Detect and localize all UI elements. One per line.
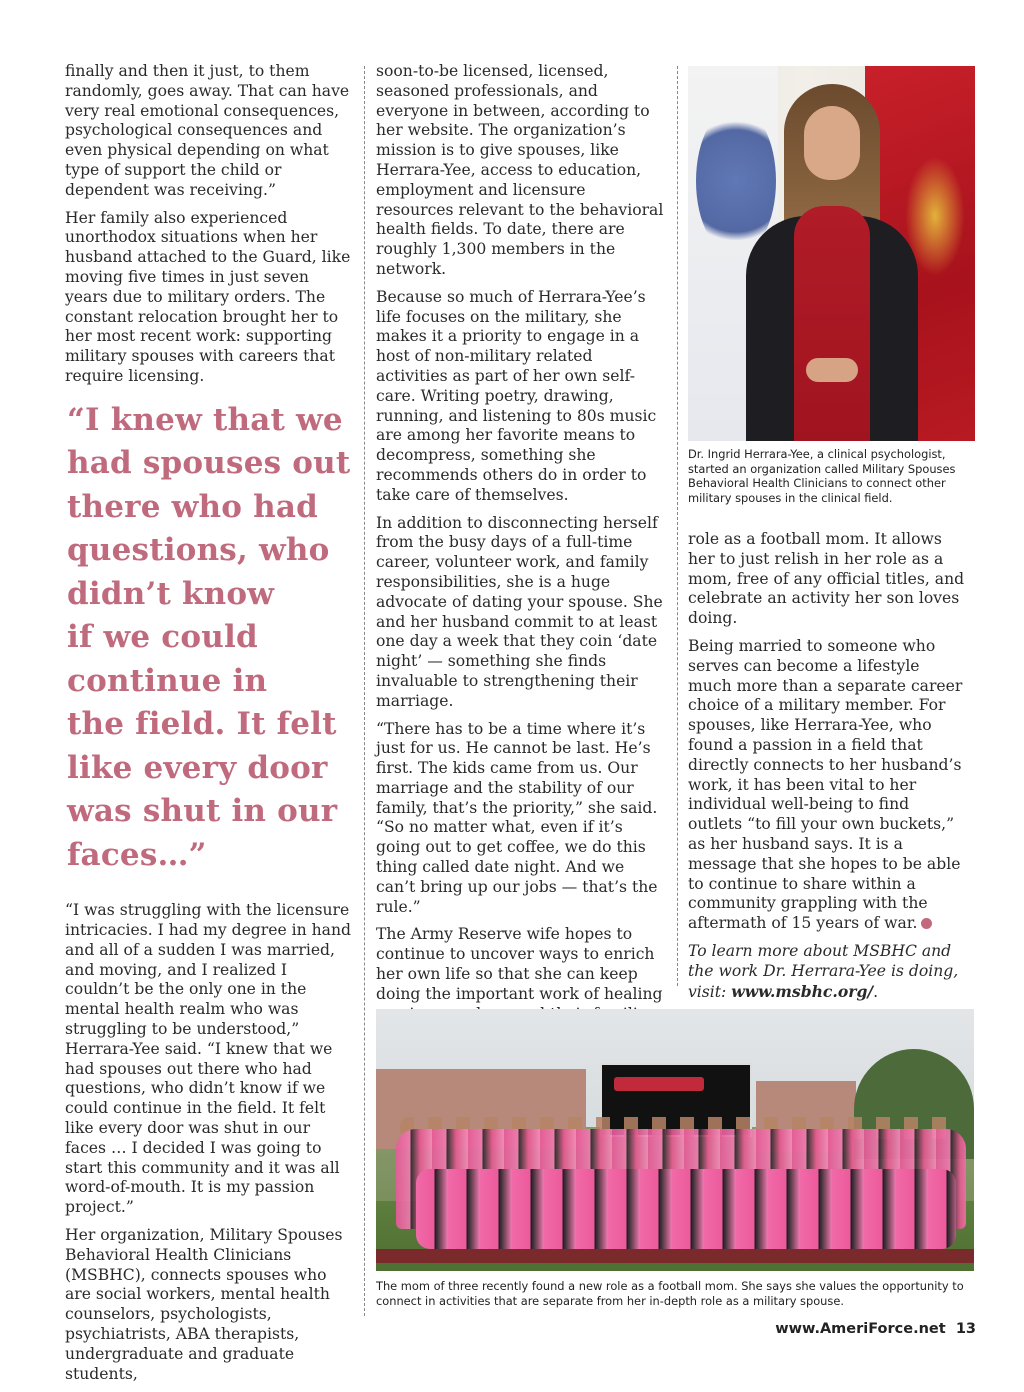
pull-quote-line: “I knew that we xyxy=(67,401,343,438)
article-column-2 xyxy=(376,62,665,1052)
field-stripe xyxy=(376,1249,974,1263)
paragraph: Because so much of Herrara-Yee’s life focuses on the military, she makes it a priority to engage in a host of non-military related activities as part of her own self-care. Writing poetry, drawing, running, and listening to 80s music are among her favorite means to decompress, something she recommends others do in order to take care of themselves. xyxy=(376,287,657,504)
closing-note-end: . xyxy=(873,982,879,1001)
pull-quote-line: didn’t know xyxy=(67,575,275,612)
article-column-1 xyxy=(65,62,355,1392)
website-link[interactable]: www.msbhc.org/ xyxy=(731,981,874,1001)
pull-quote xyxy=(67,399,355,878)
portrait-face xyxy=(804,106,860,180)
paragraph: finally and then it just, to them randomly, goes away. That can have very real emotional consequences, psychological consequences and even physical depending on what type of support the child or dependent was receiving.” xyxy=(65,62,350,199)
paragraph: The Army Reserve wife hopes to continue to uncover ways to enrich her own life so that she can keep doing the important work of healing xyxy=(376,925,663,1003)
pull-quote-line: if we could xyxy=(67,619,258,656)
paragraph-text: Being married to someone who serves can become a lifestyle much more than a separate career choice of a military member. For spouses, like Herrara-Yee, who found a passion in a field that directly connects to her husband’s work, it has been vital to her individual well-being to find outlets “to fill your own buckets,” as her husband says. It is a message that she hopes to be able to continue to share within a community grappling with the aftermath of 15 years of war. xyxy=(688,636,963,933)
team-caption: The mom of three recently found a new role as a football mom. She says she values the opportunity to connect in activities that are separate from her in-depth role as a military spouse. xyxy=(376,1279,964,1308)
pull-quote-line: was shut in our xyxy=(67,793,338,830)
pull-quote-line: the field. It felt xyxy=(67,706,337,743)
team-photo xyxy=(376,1009,974,1271)
footer-site: www.AmeriForce.net xyxy=(775,1321,946,1337)
end-mark-icon xyxy=(921,918,932,929)
portrait-photo xyxy=(688,66,975,441)
pull-quote-line: continue in xyxy=(67,662,268,699)
pull-quote-line: had spouses out xyxy=(67,445,351,482)
pull-quote-line: questions, who xyxy=(67,532,330,569)
paragraph: Her organization, Military Spouses Behavioral Health Clinicians (MSBHC), connects spouses who are social workers, mental health counselors, psychologists, psychiatrists, ABA therapists, undergraduate and graduate students, xyxy=(65,1226,343,1383)
portrait-caption: Dr. Ingrid Herrara-Yee, a clinical psychologist, started an organization called Military Spouses Behavioral Health Clinicians to connect other military spouses in the clinical field. xyxy=(688,447,956,505)
paragraph: role as a football mom. It allows her to just relish in her role as a mom, free of any official titles, and celebrate an activity her son loves doing. xyxy=(688,530,965,628)
page-number: 13 xyxy=(955,1321,976,1337)
portrait-hands xyxy=(806,358,858,382)
page-footer xyxy=(775,1321,976,1337)
paragraph xyxy=(688,637,966,934)
pull-quote-line: like every door xyxy=(67,749,328,786)
paragraph: In addition to disconnecting herself from the busy days of a full-time career, volunteer work, and family responsibilities, she is a huge advocate of dating your spouse. She and her husband commit to at least one day a week that they coin ‘date night’ — something she finds invaluable to strengthening their marriage. xyxy=(376,513,663,710)
column-divider-right xyxy=(677,66,678,986)
paragraph: “There has to be a time where it’s just for us. He cannot be last. He’s first. The kids came from us. Our marriage and the stability of our family, that’s the priority,” she said. “So no matter what, even if it’s going out to get coffee, we do this thing called date night. And we can’t bring up our jobs — that’s the rule.” xyxy=(376,719,658,916)
closing-note-text: To learn more about MSBHC and the work Dr. Herrara-Yee is doing, visit: xyxy=(688,941,959,1001)
paragraph: soon-to-be licensed, licensed, seasoned professionals, and everyone in between, according to her website. The organization’s mission is to give spouses, like Herrara-Yee, access to education, employment and licensure resources relevant to the behavioral health fields. To date, there are roughly 1,300 members in the network. xyxy=(376,62,664,278)
closing-note xyxy=(688,942,966,1002)
pull-quote-line: faces…” xyxy=(67,836,207,873)
pull-quote-line: there who had xyxy=(67,488,319,525)
paragraph: “I was struggling with the licensure intricacies. I had my degree in hand and all of a sudden I was married, and moving, and I realized I couldn’t be the only one in the mental health realm who was struggling to be understood,” Herrara-Yee said. “I knew that we had spouses out there who had questions, who didn’t know if we could continue in the field. It felt like every door was shut in our faces … I decided I was going to start this community and it was all word-of-mouth. It is my passion project.” xyxy=(65,901,351,1217)
team-front-row xyxy=(416,1169,956,1249)
portrait-dress xyxy=(794,206,870,441)
article-column-3 xyxy=(688,530,966,1010)
column-divider-left xyxy=(364,66,365,1316)
paragraph: Her family also experienced unorthodox situations when her husband attached to the Guard, like moving five times in just seven years due to military orders. The constant relocation brought her to her most recent work: supporting military spouses with careers that require licensing. xyxy=(65,208,351,385)
